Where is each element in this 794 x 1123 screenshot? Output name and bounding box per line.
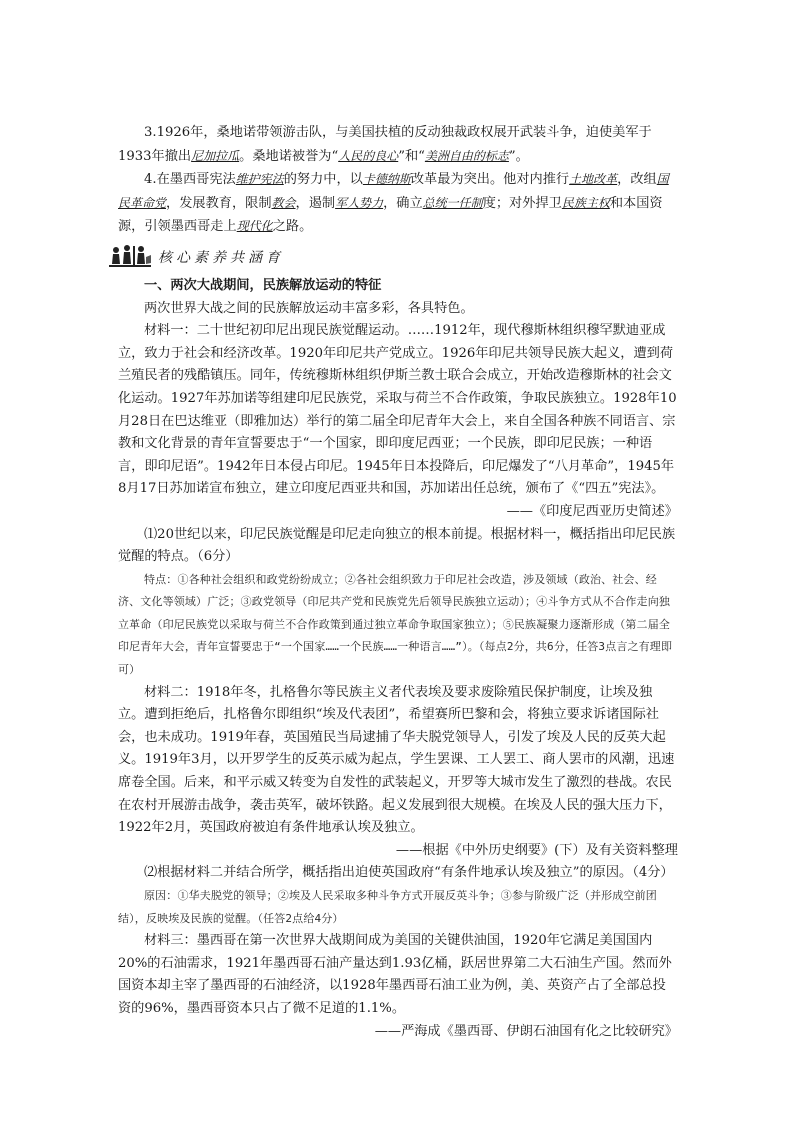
fill-answer: 教会 <box>271 195 296 210</box>
people-reading-icon <box>108 243 152 273</box>
fill-answer: 国民革命党 <box>118 172 669 210</box>
text: ，确立 <box>383 195 423 211</box>
material-two: 材料二：1918年冬，扎格鲁尔等民族主义者代表埃及要求废除殖民保护制度，让埃及独立。遭到拒绝后，扎格鲁尔即组织“埃及代表团”，希望赛所巴黎和会，将独立要求诉诸国际社会，也未成功。1919年春，英国殖民当局逮捕了华夫脱党领导人，引发了埃及人民的反英大起义。1919年3月，以开罗学生的反英示威为起点，学生罢课、工人罢工、商人罢市的风潮，迅速席卷全国。后来，和平示威又转变为自发性的武装起义，开罗等大城市发生了激烈的巷战。农民在农村开展游击战争，袭击英军，破坏铁路。起义发展到很大规模。在埃及人民的强大压力下，1922年2月，英国政府被迫有条件地承认埃及独立。 <box>118 684 675 836</box>
fill-answer: 尼加拉瓜 <box>191 148 240 163</box>
section-header <box>108 241 678 275</box>
lead-text: 两次世界大战之间的民族解放运动丰富多彩，各具特色。 <box>144 300 474 316</box>
material-one: 材料一：二十世纪初印尼出现民族觉醒运动。……1912年，现代穆斯林组织穆罕默迪亚成立，致力于社会和经济改革。1920年印尼共产党成立。1926年印尼共领导民族大起义，遭到荷兰殖民者的残酷镇压。同年，传统穆斯林组织伊斯兰教士联合会成立，开始改造穆斯林的社会文化运动。1927年苏加诺等组建印尼民族党，采取与荷兰不合作政策，争取民族独立。1928年10月28日在巴达维亚（即雅加达）举行的第二届全印尼青年大会上，来自全国各种族不同语言、宗教和文化背景的青年宣誓要忠于“一个国家，即印度尼西亚；一个民族，即印尼民族；一种语言，即印尼语”。1942年日本侵占印尼。1945年日本投降后，印尼爆发了“八月革命”，1945年8月17日苏加诺宣布独立，建立印度尼西亚共和国，苏加诺出任总统，颁布了《“四五”宪法》。 <box>118 323 677 497</box>
paragraph-point-4 <box>118 168 678 239</box>
text: 度；对外捍卫 <box>482 195 562 211</box>
text: 3.1926年，桑地诺带领游击队，与美国扶植的反动独裁政权展开武装斗争，迫使美军于1933年撤出 <box>118 125 652 164</box>
fill-answer: 总统一任制 <box>422 195 483 210</box>
fill-answer: 美洲自由的标志 <box>424 148 509 163</box>
answer-two: 原因：①华夫脱党的领导；②埃及人民采取多种斗争方式开展反英斗争；③参与阶级广泛（并形成空前团结），反映埃及民族的觉醒。（任答2点给4分） <box>118 889 657 925</box>
text: ，发展教育，限制 <box>166 195 272 211</box>
question-one: ⑴20世纪以来，印尼民族觉醒是印尼走向独立的根本前提。根据材料一，概括指出印尼民族觉醒的特点。（6分） <box>118 526 676 565</box>
section-title: 核心素养共涵育 <box>158 249 284 266</box>
fill-answer: 维护宪法 <box>235 172 284 187</box>
text: 改革最为突出。他对内推行 <box>410 172 570 188</box>
material-two-source: ——根据《中外历史纲要》(下）及有关资料整理 <box>395 842 678 858</box>
part-heading: 一、两次大战期间，民族解放运动的特征 <box>144 277 382 293</box>
text: 。桑地诺被誉为“ <box>239 148 339 164</box>
question-two: ⑵根据材料二并结合所学，概括指出迫使英国政府“有条件地承认埃及独立”的原因。（4分） <box>144 865 674 881</box>
page-content <box>118 122 678 1043</box>
fill-answer: 军人势力 <box>335 195 384 210</box>
paragraph-point-3 <box>118 122 678 168</box>
material-three: 材料三：墨西哥在第一次世界大战期间成为美国的关键供油国，1920年它满足美国国内20%的石油需求，1921年墨西哥石油产量达到1.93亿桶，跃居世界第二大石油生产国。然而外国资本却主宰了墨西哥的石油经济，以1928年墨西哥石油工业为例，美、英资产占了全部总投资的96%，墨西哥资本只占了微不足道的1.1%。 <box>118 933 672 1016</box>
text: ，改组 <box>617 172 657 188</box>
fill-answer: 土地改革 <box>569 172 618 187</box>
material-one-source: ——《印度尼西亚历史简述》 <box>506 503 678 519</box>
text: ”和“ <box>398 148 425 164</box>
text: ，遏制 <box>295 195 336 211</box>
fill-answer: 卡德纳斯 <box>362 172 411 187</box>
text: 和本国资源，引领墨西哥走上 <box>118 195 663 235</box>
fill-answer: 现代化 <box>236 219 273 234</box>
fill-answer: 人民的良心 <box>338 148 399 163</box>
text: 4.在墨西哥宪法 <box>144 172 236 188</box>
fill-answer: 民族主权 <box>561 195 610 210</box>
material-three-source: ——严海成《墨西哥、伊朗石油国有化之比较研究》 <box>374 1023 678 1039</box>
text: 的努力中，以 <box>283 172 363 188</box>
text: ”。 <box>508 148 529 164</box>
text: 之路。 <box>272 219 313 235</box>
answer-one: 特点：①各种社会组织和政党纷纷成立；②各社会组织致力于印尼社会改造，涉及领域（政治、社会、经济、文化等领域）广泛；③政党领导（印尼共产党和民族党先后领导民族独立运动）；④斗争方式从不合作走向独立革命（印尼民族党以采取与荷兰不合作政策到通过独立革命争取国家独立）；⑤民族凝聚力逐渐形成（第二届全印尼青年大会，青年宣誓要忠于“一个国家……一个民族……一种语言……”）。（每点2分，共6分，任答3点言之有理即可） <box>118 572 673 677</box>
